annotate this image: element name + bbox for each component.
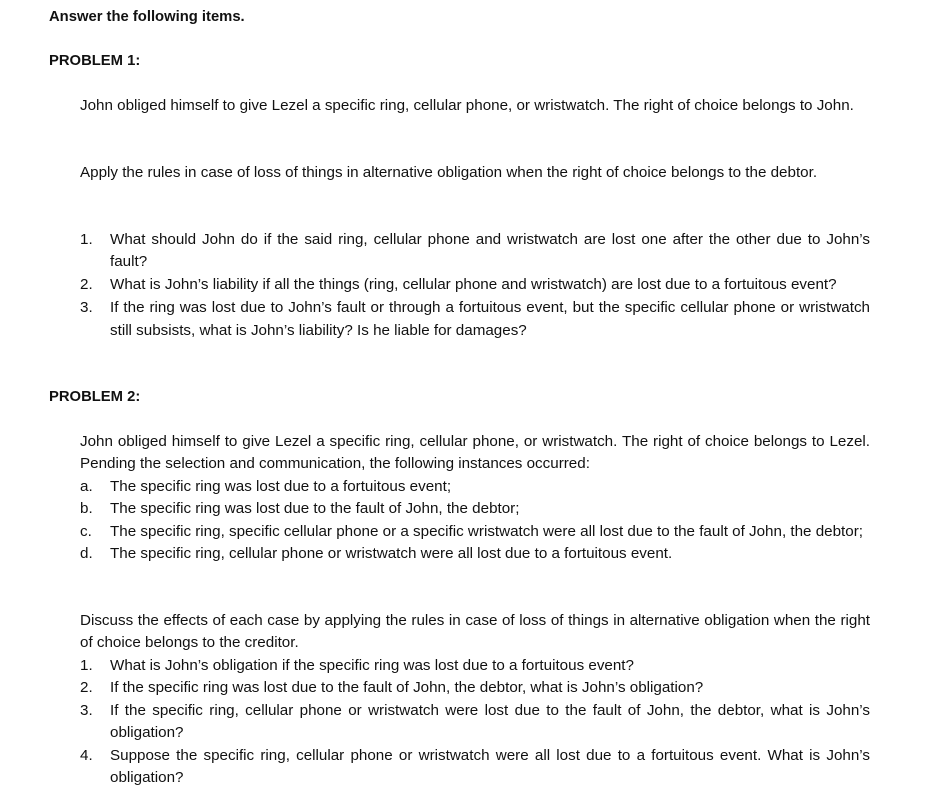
list-marker: 1.: [80, 657, 93, 674]
question-text: Suppose the specific ring, cellular phone or wristwatch were all lost due to a fortuitous event. What is John’s obligation?: [110, 746, 870, 787]
list-marker: d.: [80, 545, 93, 563]
question-text: If the specific ring was lost due to the fault of John, the debtor, what is John’s obligation?: [110, 679, 704, 697]
instance-text: The specific ring was lost due to the fault of John, the debtor;: [110, 500, 520, 518]
list-marker: 1.: [80, 231, 93, 248]
instance-text: The specific ring was lost due to a fortuitous event;: [110, 478, 452, 495]
list-marker: 3.: [80, 701, 93, 719]
problem-1-question: [80, 274, 870, 296]
instance-text: The specific ring, specific cellular phone or a specific wristwatch were all lost due to the fault of John, the debtor;: [110, 522, 864, 540]
question-text: What should John do if the said ring, cellular phone and wristwatch are lost one after the other due to John’s fault?: [110, 231, 870, 271]
problem-1-title: PROBLEM 1:: [49, 53, 141, 69]
problem-2-question: [80, 677, 870, 699]
question-text: If the ring was lost due to John’s fault or through a fortuitous event, but the specific cellular phone or wristwatch still subsists, what is John’s liability? Is he liable for damages?: [110, 299, 870, 339]
question-text: What is John’s liability if all the things (ring, cellular phone and wristwatch) are lost due to a fortuitous event?: [110, 276, 837, 294]
problem-1-question-list: [80, 229, 870, 343]
list-marker: 4.: [80, 746, 93, 764]
problem-2-question: [80, 655, 870, 677]
problem-2-instance: [80, 498, 870, 520]
problem-2-title: PROBLEM 2:: [49, 389, 141, 405]
problem-2-question-list: [80, 655, 870, 789]
list-marker: 3.: [80, 299, 93, 317]
problem-2-question: [80, 700, 870, 745]
problem-2-question: [80, 745, 870, 790]
list-marker: 2.: [80, 276, 93, 294]
instance-text: The specific ring, cellular phone or wristwatch were all lost due to a fortuitous event.: [110, 545, 673, 563]
instruction-heading: Answer the following items.: [49, 9, 245, 25]
problem-1-task: Apply the rules in case of loss of things in alternative obligation when the right of choice belongs to the debtor.: [80, 164, 818, 181]
problem-2-instance: [80, 521, 870, 543]
problem-2-statement: John obliged himself to give Lezel a specific ring, cellular phone, or wristwatch. The right of choice belongs to Lezel. Pending the selection and communication, the following instances occurred:: [80, 433, 870, 473]
problem-2-instance-list: [80, 476, 870, 566]
problem-2-instance: [80, 543, 870, 565]
problem-1-question: [80, 297, 870, 342]
list-marker: a.: [80, 478, 93, 495]
question-text: If the specific ring, cellular phone or wristwatch were lost due to the fault of John, the debtor, what is John’s obligation?: [110, 701, 870, 742]
problem-2-task: Discuss the effects of each case by applying the rules in case of loss of things in alternative obligation when the right of choice belongs to the creditor.: [80, 612, 870, 652]
question-text: What is John’s obligation if the specific ring was lost due to a fortuitous event?: [110, 657, 634, 674]
problem-2-instance: [80, 476, 870, 498]
problem-1-question: [80, 229, 870, 274]
list-marker: b.: [80, 500, 93, 518]
list-marker: c.: [80, 522, 92, 540]
problem-1-statement: John obliged himself to give Lezel a specific ring, cellular phone, or wristwatch. The right of choice belongs to John.: [80, 97, 854, 114]
list-marker: 2.: [80, 679, 93, 697]
